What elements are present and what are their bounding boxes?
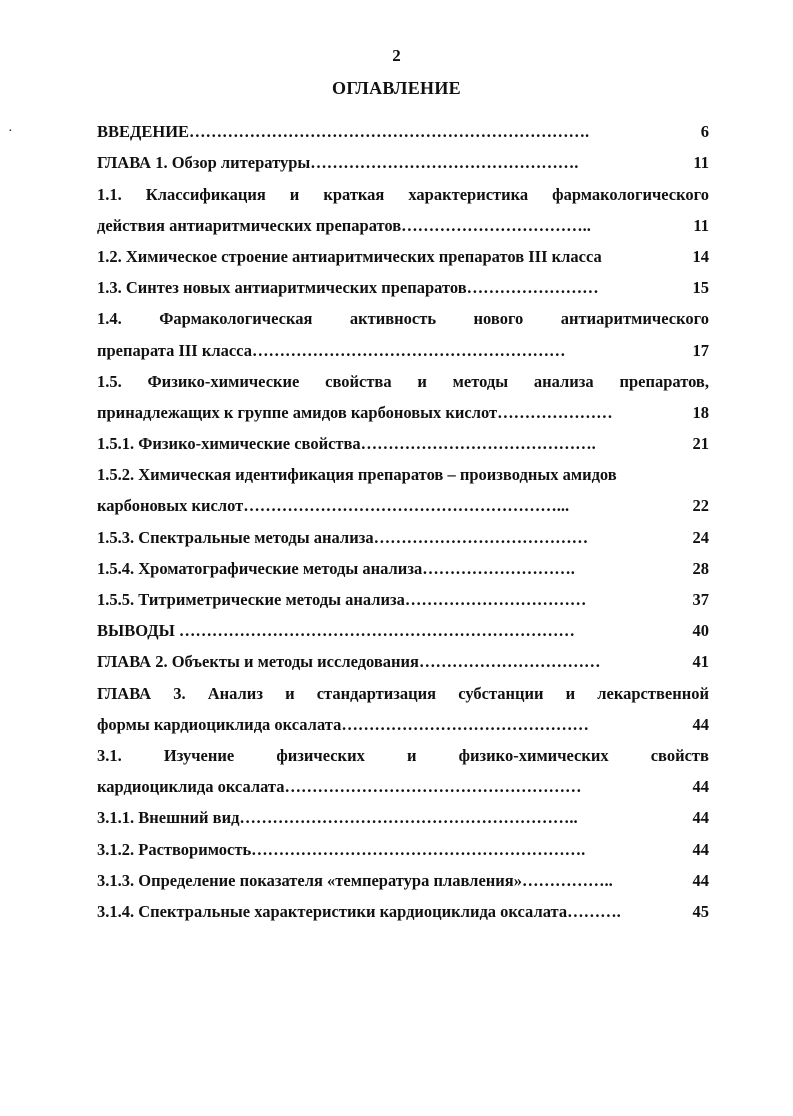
- toc-entry-text: 1.5.1. Физико-химические свойства…………………………………….: [97, 434, 596, 454]
- toc-entry-page: 37: [692, 590, 709, 609]
- toc-entry-page: 44: [692, 777, 709, 797]
- toc-entry-text: 1.5.5. Титриметрические методы анализа……………………………: [97, 590, 587, 609]
- toc-entry-text: [97, 185, 709, 205]
- toc-word: 1.1.: [97, 184, 122, 204]
- toc-word: анализа: [533, 371, 594, 391]
- toc-word: Анализ: [207, 683, 263, 703]
- toc-entry: [97, 771, 709, 802]
- toc-word: 3.: [173, 683, 186, 703]
- toc-entry-page: 28: [692, 558, 709, 578]
- toc-word: методы: [452, 371, 509, 391]
- toc-entry-text: ГЛАВА 2. Объекты и методы исследования……………………………: [97, 652, 601, 672]
- toc-word: и: [417, 371, 427, 391]
- toc-entry-text: 1.5.2. Химическая идентификация препаратов – производных амидов: [97, 465, 617, 485]
- toc-word: 1.5.: [97, 371, 122, 391]
- toc-entry: [97, 397, 709, 428]
- toc-word: стандартизация: [316, 683, 437, 703]
- toc-entry: [97, 147, 709, 178]
- toc-entry: [97, 334, 709, 365]
- toc-entry-page: 44: [692, 714, 709, 734]
- toc-entry-page: 11: [693, 153, 709, 173]
- toc-entry-text: кардиоциклида оксалата………………………………………………: [97, 777, 582, 797]
- toc-entry: [97, 210, 709, 241]
- toc-entry: [97, 802, 709, 833]
- toc-word: Изучение: [163, 745, 235, 765]
- toc-word: препаратов,: [619, 371, 709, 391]
- toc-entry: [97, 272, 709, 303]
- toc-word: антиаритмического: [560, 309, 709, 329]
- toc-word: и: [565, 683, 576, 703]
- toc-entry: [97, 584, 709, 615]
- toc-entry-text: 3.1.1. Внешний вид……………………………………………………..: [97, 808, 578, 828]
- toc-entry-page: 44: [692, 839, 709, 859]
- toc-entry-page: 45: [692, 901, 709, 921]
- toc-entry: [97, 833, 709, 864]
- toc-entry: [97, 428, 709, 459]
- toc-entry-text: 1.2. Химическое строение антиаритмических препаратов III класса: [97, 246, 602, 266]
- toc-word: Физико-химические: [147, 371, 300, 391]
- toc-word: 1.4.: [97, 309, 122, 329]
- toc-entry: [97, 521, 709, 552]
- toc-word: краткая: [323, 184, 385, 204]
- toc-entry-text: 1.5.3. Спектральные методы анализа…………………………………: [97, 527, 589, 547]
- toc-entry-text: принадлежащих к группе амидов карбоновых кислот…………………: [97, 402, 613, 422]
- toc-entry-text: [97, 684, 709, 704]
- toc-entry: [97, 116, 709, 147]
- toc-entry: [97, 490, 709, 521]
- toc-entry: [97, 459, 709, 490]
- toc-entry-page: 44: [692, 808, 709, 828]
- toc-entry-page: 41: [692, 652, 709, 672]
- toc-entry: [97, 677, 709, 708]
- toc-entry-text: [97, 746, 709, 766]
- toc-entry-text: действия антиаритмических препаратов……………………………..: [97, 215, 591, 235]
- toc-word: Классификация: [145, 184, 266, 204]
- toc-entry-text: [97, 309, 709, 329]
- toc-entry-text: 1.3. Синтез новых антиаритмических препаратов……………………: [97, 278, 599, 298]
- toc-word: и: [289, 184, 300, 204]
- toc-entry: [97, 366, 709, 397]
- toc-entry-text: формы кардиоциклида оксалата………………………………………: [97, 714, 589, 734]
- toc-word: свойств: [650, 745, 709, 765]
- toc-word: фармакологического: [552, 184, 709, 204]
- toc-word: физических: [276, 745, 365, 765]
- toc-entry-text: ВЫВОДЫ ………………………………………………………………: [97, 621, 575, 641]
- toc-entry-page: 21: [692, 434, 709, 454]
- toc-entry-page: 22: [692, 496, 709, 516]
- toc-entry-text: [97, 372, 709, 392]
- toc-title: ОГЛАВЛЕНИЕ: [332, 78, 461, 98]
- toc-entry: [97, 553, 709, 584]
- toc-entry-text: препарата III класса…………………………………………………: [97, 340, 566, 360]
- toc-word: свойства: [325, 371, 392, 391]
- toc-word: лекарственной: [597, 683, 709, 703]
- toc-entry-page: 14: [692, 246, 709, 266]
- toc-entry: [97, 896, 709, 927]
- page-number: 2: [392, 46, 401, 65]
- toc-entry-page: 17: [692, 340, 709, 360]
- toc-word: физико-химических: [458, 745, 609, 765]
- toc-entry: [97, 303, 709, 334]
- toc-entry: [97, 740, 709, 771]
- toc-entry-page: 24: [692, 527, 709, 547]
- toc-word: активность: [349, 309, 437, 329]
- table-of-contents: [97, 116, 709, 927]
- toc-word: ГЛАВА: [97, 683, 152, 703]
- toc-word: характеристика: [408, 184, 529, 204]
- toc-entry-page: 15: [692, 278, 709, 298]
- toc-entry-page: 44: [692, 870, 709, 890]
- toc-entry-page: 40: [692, 621, 709, 641]
- toc-entry-page: 6: [700, 122, 709, 142]
- toc-word: 3.1.: [97, 745, 122, 765]
- toc-entry-text: 3.1.3. Определение показателя «температура плавления»……………..: [97, 870, 613, 890]
- toc-word: Фармакологическая: [159, 309, 313, 329]
- toc-entry: [97, 709, 709, 740]
- toc-entry-text: ГЛАВА 1. Обзор литературы………………………………………….: [97, 153, 579, 173]
- toc-word: и: [285, 683, 295, 703]
- toc-entry-page: 11: [693, 215, 709, 235]
- toc-entry: [97, 241, 709, 272]
- toc-entry: [97, 865, 709, 896]
- toc-entry-page: 18: [692, 402, 709, 422]
- toc-word: субстанции: [458, 683, 544, 703]
- toc-word: и: [406, 745, 417, 765]
- margin-mark: ·: [8, 124, 13, 139]
- toc-entry-text: карбоновых кислот…………………………………………………...: [97, 496, 570, 516]
- toc-word: нового: [473, 309, 524, 329]
- toc-entry: [97, 178, 709, 209]
- toc-entry-text: 3.1.4. Спектральные характеристики кардиоциклида оксалата……….: [97, 901, 621, 921]
- toc-entry: [97, 646, 709, 677]
- toc-entry: [97, 615, 709, 646]
- toc-entry-text: 3.1.2. Растворимость…………………………………………………….: [97, 839, 586, 859]
- toc-entry-text: ВВЕДЕНИЕ……………………………………………………………….: [97, 122, 590, 142]
- toc-entry-text: 1.5.4. Хроматографические методы анализа……………………….: [97, 558, 575, 578]
